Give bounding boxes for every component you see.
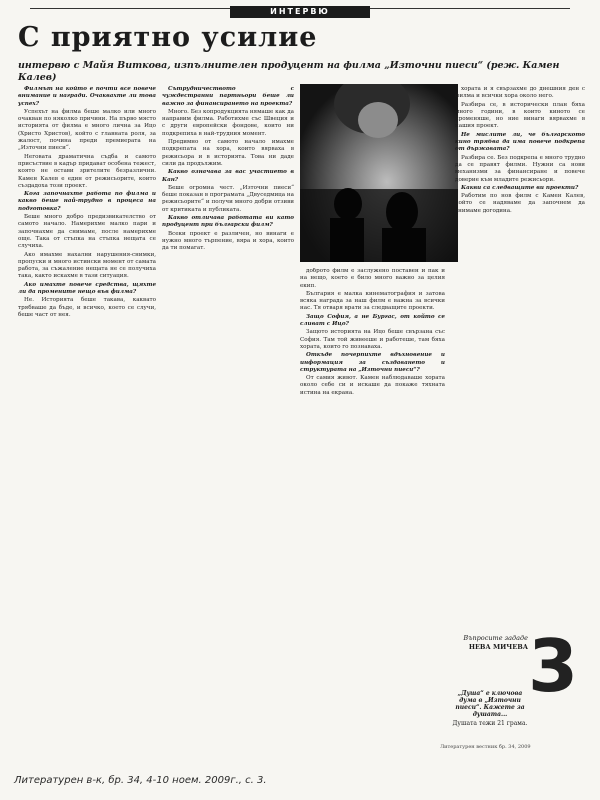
interview-answer: Разбира се, в исторически план бяха много години, в които киното се променяше, но ние винаги вярвахме в нашия проект. bbox=[455, 101, 585, 130]
photo-caption: Литературен вестник бр. 34, 2009 bbox=[440, 744, 531, 750]
interview-question: Филмът на който е почти все повече внимание и награди. Очаквахте ли това успех? bbox=[18, 86, 156, 107]
interview-answer: Разбира се. Без подкрепа е много трудно да се правят филми. Нужни са нови механизми за финансиране и повече доверие към младите режисьори. bbox=[455, 154, 585, 183]
portrait-photo-image bbox=[300, 84, 458, 262]
text-column-4 bbox=[455, 86, 585, 631]
interview-answer: хората и я свързахме до днешния ден с филма и всички хора около него. bbox=[455, 86, 585, 100]
interview-question: Защо София, а не Бургас, от който се сливат с Ицо? bbox=[300, 313, 445, 328]
article-title: С приятно усилие bbox=[18, 22, 318, 53]
pull-quote bbox=[448, 690, 532, 750]
interview-question: Кога започнахте работа по филма и какво беше най-трудно в процеса на подготовка? bbox=[18, 191, 156, 212]
handwritten-citation: Литературен в-к, бр. 34, 4-10 ноем. 2009г., с. 3. bbox=[14, 775, 267, 786]
author-name: НЕВА МИЧЕВА bbox=[468, 643, 528, 651]
interview-question: Какви са следващите ви проекти? bbox=[461, 184, 579, 191]
text-column-1 bbox=[18, 86, 156, 756]
author-credit bbox=[448, 634, 528, 652]
page-number: 3 bbox=[528, 624, 579, 708]
interview-answer: Предимно от самото начало имахме подкрепата на хора, които вярваха в режисьора и в историята. Това ни даде сили да продължим. bbox=[162, 139, 294, 167]
article-photo bbox=[300, 84, 458, 262]
interview-answer: Работим по нов филм с Камен Калев, който се надяваме да започнем да снимаме догодина. bbox=[455, 193, 585, 214]
interview-question: Ако имахте повече средства, щяхте ли да промените нещо във филма? bbox=[18, 281, 156, 296]
article-subtitle: интервю с Майя Витковa, изпълнителен продуцент на филма „Източни пиеси“ (реж. Камен Калев) bbox=[18, 60, 560, 83]
interview-answer: Ако имахме нахални нарушения-снимки, пропуски и много истински момент от самата работа, за съжаление нещата не се получиха така, както искахме в тази ситуация. bbox=[18, 251, 156, 280]
text-column-2 bbox=[162, 86, 294, 756]
pull-quote-note: Душата тежи 21 грама. bbox=[452, 720, 528, 727]
text-column-3 bbox=[300, 268, 445, 748]
interview-question: Не мислите ли, че българското кино трябва да има повече подкрепа от държавата? bbox=[455, 131, 585, 153]
pull-quote-text: „Душа“ е ключова дума в „Източни пиеси“. Кажете за душата... bbox=[455, 690, 525, 718]
interview-answer: От самия живот. Камен наблюдаваше хората около себе си и искаше да покаже тяхната истина на екрана. bbox=[300, 375, 445, 396]
interview-answer: Много. Без копродукцията нямаше как да направим филма. Работихме със Швеция и с други европейски фондове, които ни подкрепиха в най-трудния момент. bbox=[162, 108, 294, 137]
interview-question: Откъде почерпихте вдъхновение и информация за създаването и структурата на „Източни пиеси“? bbox=[300, 352, 445, 373]
interview-answer: Защото историята на Ицо беше свързана със София. Там той живееше и работеше, там бяха хората, които го познаваха. bbox=[300, 329, 445, 350]
interview-question: Сътрудничеството с чуждестранни партньори беше ли важно за финансирането на проекта? bbox=[162, 86, 294, 107]
interview-question: Какво отличава работата ви като продуцент при български филм? bbox=[162, 215, 294, 229]
interview-answer: доброто филм е заслужено поставен и пак и на нещо, което е било много важно за целия екип. bbox=[300, 268, 445, 289]
interview-answer: Неговата драматична съдба и самото присъствие в кадър придават особена тежест, която не остави зрителите безразлични. Камен Калев е един от режисьорите, които създадоха този проект. bbox=[18, 153, 156, 189]
section-label: ИНТЕРВЮ bbox=[230, 6, 370, 18]
interview-answer: Всеки проект е различен, но винаги е нужно много търпение, вяра и хора, които да ти помагат. bbox=[162, 230, 294, 252]
interview-answer: Успехът на филма беше малко или много очакван по няколко причини. На първо място историята от филма е много лична за Ицо (Христо Христов), който с главната роля, за жалост, почина преди премиерата на „Източни пиеси“. bbox=[18, 108, 156, 152]
interview-answer: Не. Историята беше такава, каквато трябваше да бъде, и всичко, което се случи, беше част от нея. bbox=[18, 297, 156, 318]
interview-answer: Беше огромна чест. „Източни пиеси“ беше показан в програмата „Двуседмица на режисьорите“ и получи много добри отзиви от критиката и публиката. bbox=[162, 184, 294, 213]
interview-answer: България е малка кинематография и затова всяка награда за наш филм е важна за всички нас. Тя отваря врати за следващите проекти. bbox=[300, 290, 445, 312]
interview-question: Какво означава за вас участието в Кан? bbox=[162, 169, 294, 183]
interview-answer: Беше много добро предизвикателство от самото начало. Намерихме малко пари и започнахме да снимаме, после намерихме още. Така от стъпка на стъпка нещата се случиха. bbox=[18, 214, 156, 250]
author-label: Въпросите зададе bbox=[463, 634, 528, 642]
